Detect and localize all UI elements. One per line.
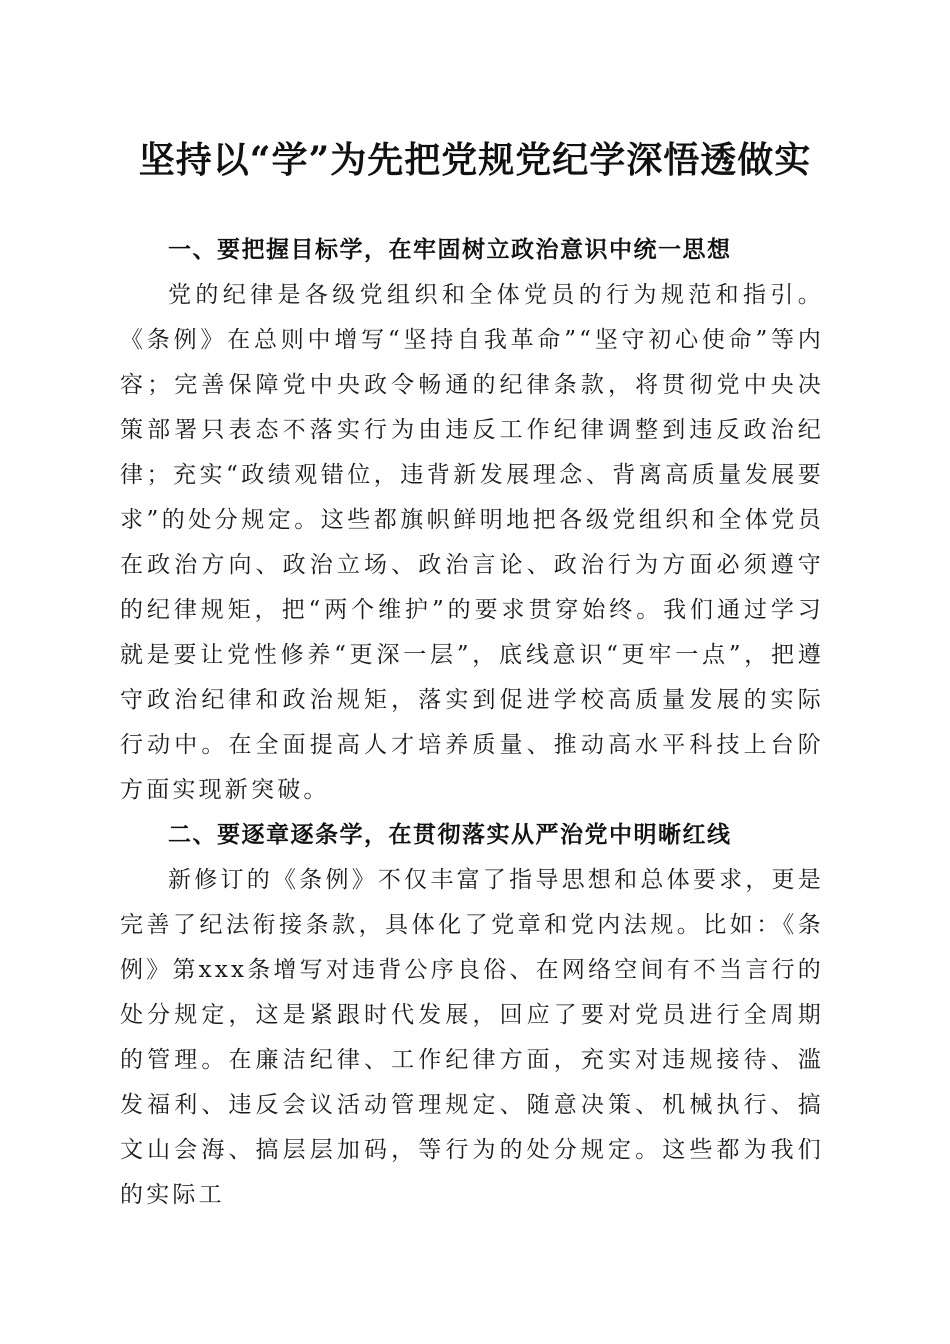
section-paragraph-1: 党的纪律是各级党组织和全体党员的行为规范和指引。《条例》在总则中增写“坚持自我革命”“坚守初心使命”等内容；完善保障党中央政令畅通的纪律条款，将贯彻党中央决策部署只表态不落实行为由违反工作纪律调整到违反政治纪律；充实“政绩观错位，违背新发展理念、背离高质量发展要求”的处分规定。这些都旗帜鲜明地把各级党组织和全体党员在政治方向、政治立场、政治言论、政治行为方面必须遵守的纪律规矩，把“两个维护”的要求贯穿始终。我们通过学习就是要让党性修养“更深一层”，底线意识“更牢一点”，把遵守政治纪律和政治规矩，落实到促进学校高质量发展的实际行动中。在全面提高人才培养质量、推动高水平科技上台阶方面实现新突破。 — [120, 282, 824, 803]
document-body — [120, 228, 824, 1218]
section-heading-2: 二、要逐章逐条学，在贯彻落实从严治党中明晰红线 — [168, 822, 732, 848]
section-paragraph-2: 新修订的《条例》不仅丰富了指导思想和总体要求，更是完善了纪法衔接条款，具体化了党章和党内法规。比如：《条例》第xxx条增写对违背公序良俗、在网络空间有不当言行的处分规定，这是紧跟时代发展，回应了要对党员进行全周期的管理。在廉洁纪律、工作纪律方面，充实对违规接待、滥发福利、违反会议活动管理规定、随意决策、机械执行、搞文山会海、搞层层加码，等行为的处分规定。这些都为我们的实际工 — [120, 867, 824, 1208]
document-title: 坚持以“学”为先把党规党纪学深悟透做实 — [138, 139, 812, 181]
section-heading-1: 一、要把握目标学，在牢固树立政治意识中统一思想 — [168, 237, 732, 263]
